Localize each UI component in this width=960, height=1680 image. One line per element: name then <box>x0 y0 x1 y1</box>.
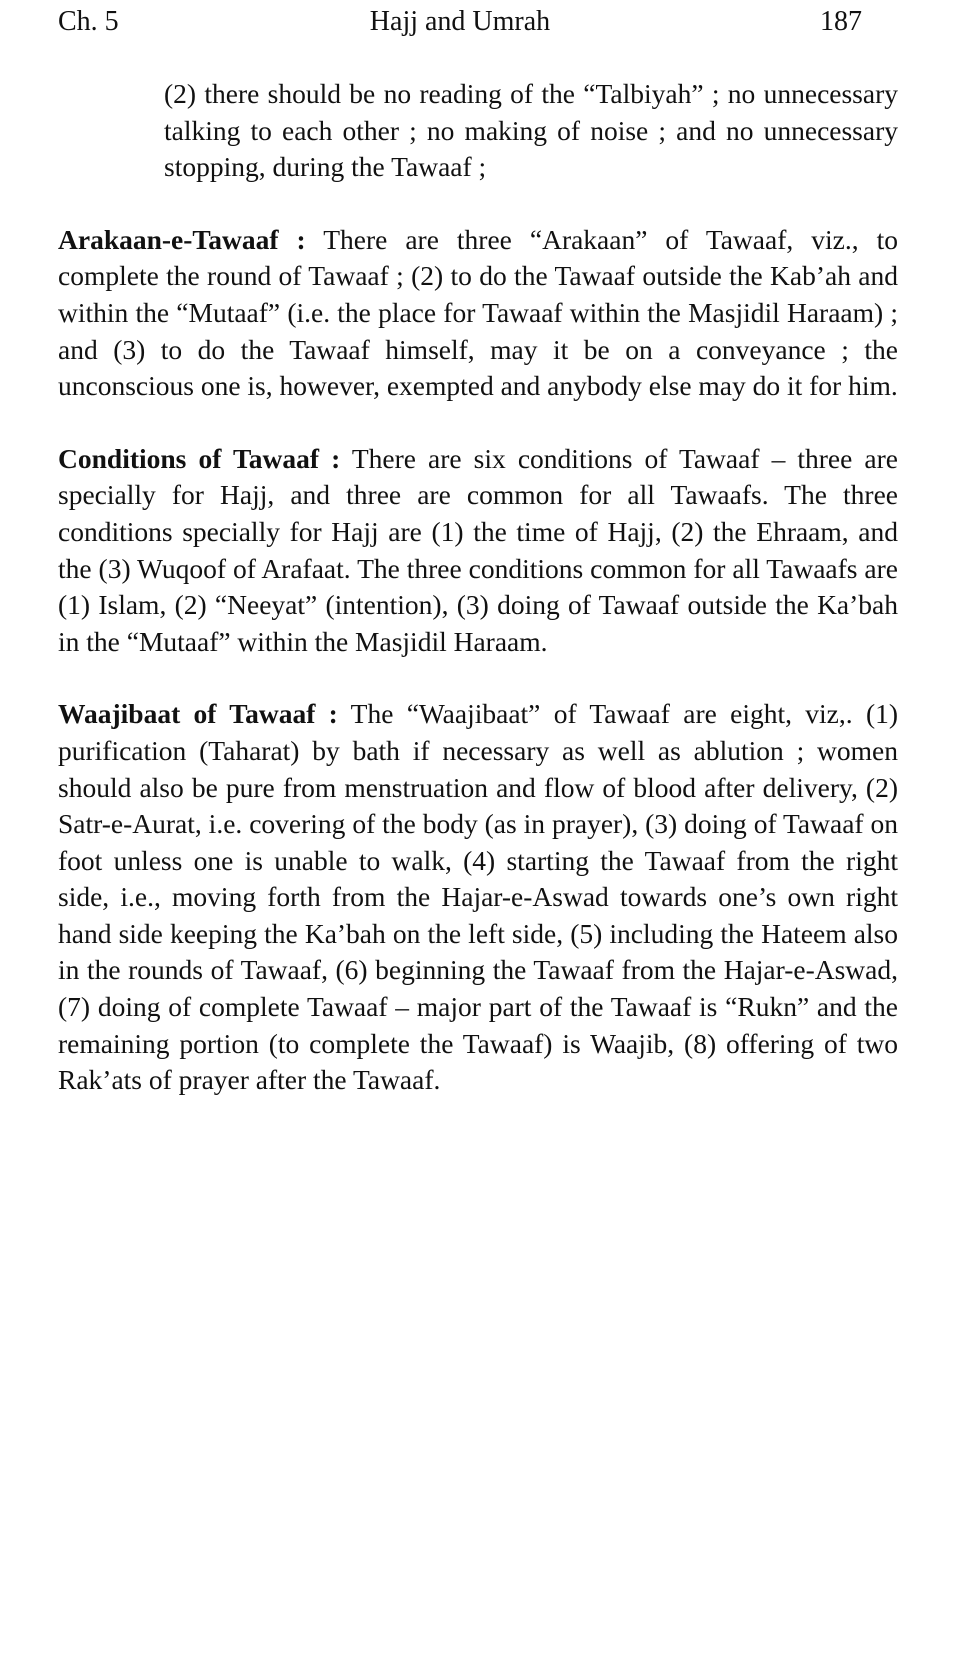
paragraph-text: There are six conditions of Tawaaf – three are specially for Hajj, and three are common for all Tawaafs. The three conditions specially for Hajj are (1) the time of Hajj, (2) the Ehraam, and the (3) Wuqoof of Arafaat. The three conditions common for all Tawaafs are (1) Islam, (2) “Neeyat” (intention), (3) doing of Tawaaf outside the Ka’bah in the “Mutaaf” within the Masjidil Haraam. <box>58 442 898 657</box>
paragraph-conditions <box>58 441 898 661</box>
paragraph-arakaan <box>58 222 898 405</box>
paragraph-text: (2) there should be no reading of the “Talbiyah” ; no unnecessary talking to each other ; no making of noise ; and no unnecessary stopping, during the Tawaaf ; <box>164 78 898 183</box>
paragraph-text: The “Waajibaat” of Tawaaf are eight, viz,. (1) purification (Taharat) by bath if necessary as well as ablution ; women should also be pure from menstruation and flow of blood after delivery, (2) Satr-e-Aurat, i.e. covering of the body (as in prayer), (3) doing of Tawaaf on foot unless one is unable to walk, (4) starting the Tawaaf from the right side, i.e., moving forth from the Hajar-e-Aswad towards one’s own right hand side keeping the Ka’bah on the left side, (5) including the Hateem also in the rounds of Tawaaf, (6) beginning the Tawaaf from the Hajar-e-Aswad, (7) doing of complete Tawaaf – major part of the Tawaaf is “Rukn” and the remaining portion (to complete the Tawaaf) is Waajib, (8) offering of two Rak’ats of prayer after the Tawaaf. <box>58 698 899 1096</box>
chapter-label: Ch. 5 <box>58 6 119 37</box>
running-header <box>58 2 862 42</box>
running-title: Hajj and Umrah <box>369 6 551 37</box>
paragraph-heading: Arakaan-e-Tawaaf : <box>58 223 306 255</box>
paragraph-text: There are three “Arakaan” of Tawaaf, viz., to complete the round of Tawaaf ; (2) to do the Tawaaf outside the Kab’ah and within the “Mutaaf” (i.e. the place for Tawaaf within the Masjidil Haraam) ; and (3) to do the Tawaaf himself, may it be on a conveyance ; the unconscious one is, however, exempted and anybody else may do it for him. <box>58 223 898 402</box>
page-number: 187 <box>820 6 862 37</box>
page-body <box>58 76 898 1135</box>
paragraph-waajibaat <box>58 696 898 1099</box>
paragraph-heading: Conditions of Tawaaf : <box>58 442 341 474</box>
paragraph-tawaaf-continuation <box>164 76 898 186</box>
paragraph-heading: Waajibaat of Tawaaf : <box>58 698 338 730</box>
